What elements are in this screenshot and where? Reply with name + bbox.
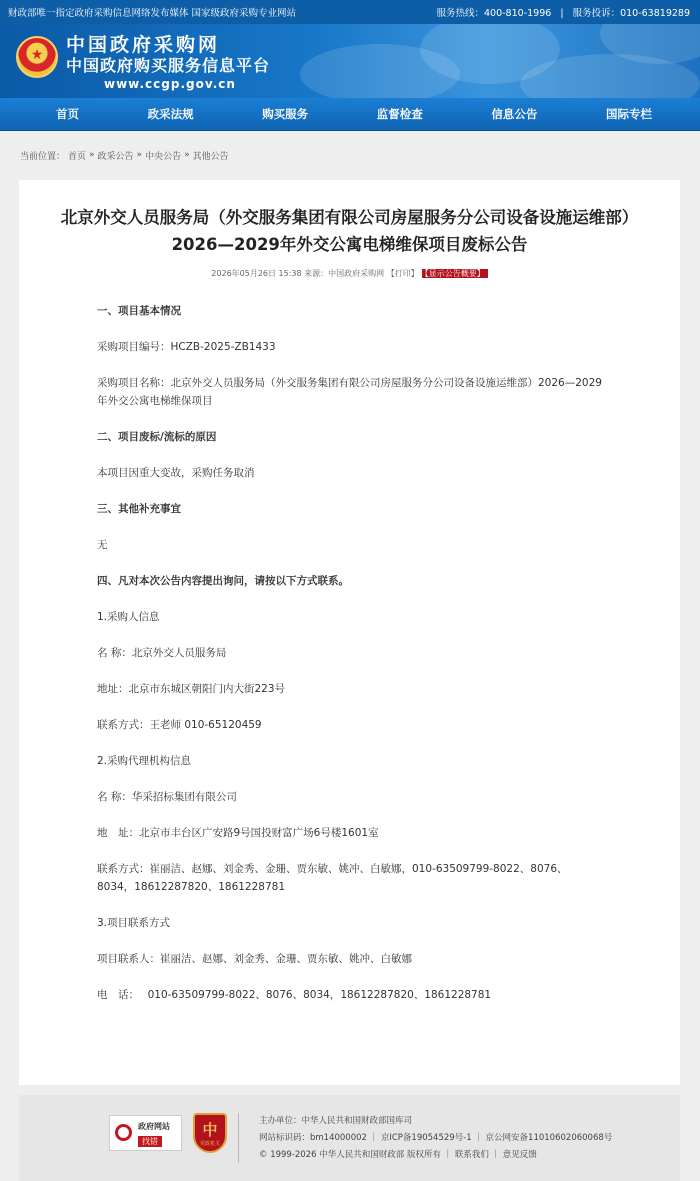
article-body [19,279,680,1004]
article-paragraph: 地 址：北京市丰台区广安路9号国投财富广场6号楼1601室 [97,827,379,839]
article-paragraph: 采购项目名称：北京外交人员服务局（外交服务集团有限公司房屋服务分公司设备设施运维部）2026—2029年外交公寓电梯维保项目 [97,377,602,407]
article-paragraph: 名 称：华采招标集团有限公司 [97,791,237,803]
article-paragraph: 联系方式：王老师 010-65120459 [97,719,262,731]
article-paragraph: 名 称：北京外交人员服务局 [97,647,227,659]
article-paragraph: 采购项目编号：HCZB-2025-ZB1433 [97,341,276,353]
service-hotline: 服务热线：400-810-1996 [436,8,552,19]
badge-caption: 党政机关 [199,1141,220,1147]
show-summary-button[interactable]: 【显示公告概要】 [422,269,488,278]
nav-supervision[interactable]: 监督检查 [376,107,423,121]
section-heading: 三、其他补充事宜 [97,503,181,515]
nav-home[interactable]: 首页 [56,107,79,121]
section-heading: 四、凡对本次公告内容提出询问，请按以下方式联系。 [97,575,349,587]
top-info-bar [0,0,700,24]
gov-site-error-badge[interactable] [109,1115,182,1151]
site-logo[interactable] [66,34,270,92]
article-paragraph: 本项目因重大变故，采购任务取消 [97,467,255,479]
nav-purchase-services[interactable]: 购买服务 [262,107,309,121]
footer-sponsor: 主办单位：中华人民共和国财政部国库司 [259,1116,413,1126]
footer-copyright: © 1999-2026 中华人民共和国财政部 版权所有 ｜ 联系我们 ｜ 意见反馈 [259,1150,537,1160]
breadcrumb-announcements[interactable]: 政采公告 [97,151,134,162]
contact-info [431,5,691,19]
nav-international[interactable]: 国际专栏 [605,107,652,121]
site-banner [0,24,700,98]
magnifier-icon [115,1124,132,1141]
section-heading: 一、项目基本情况 [97,305,181,317]
complaint-hotline: 服务投诉：010-63819289 [572,8,690,19]
breadcrumb-central[interactable]: 中央公告 [145,151,182,162]
section-heading: 二、项目废标/流标的原因 [97,431,217,443]
national-emblem-icon[interactable] [16,36,58,78]
article-paragraph: 1.采购人信息 [97,611,160,623]
nav-announcements[interactable]: 信息公告 [491,107,538,121]
article-paragraph: 电 话： 010-63509799-8022、8076、8034，18612287820、1861228781 [97,989,492,1001]
footer-divider [238,1113,239,1163]
breadcrumb-sep: » [89,150,95,160]
breadcrumb [0,131,700,179]
article-paragraph: 3.项目联系方式 [97,917,171,929]
article-paragraph: 联系方式：崔丽洁、赵娜、刘金秀、金珊、贾东敏、姚冲、白敏娜，010-63509799-8022、8076、8034，18612287820、1861228781 [97,863,568,893]
article-meta-text: 2026年05月26日 15:38 来源：中国政府采购网 【打印】 [211,269,419,278]
site-tagline: 财政部唯一指定政府采购信息网络发布媒体 国家级政府采购专业网站 [8,8,297,19]
badge-glyph: 中 [202,1121,218,1139]
article-panel [19,180,680,1085]
article-paragraph: 2.采购代理机构信息 [97,755,192,767]
badge-subtitle: 找错 [138,1136,162,1147]
site-title: 中国政府采购网 [66,34,221,56]
article-paragraph: 地址：北京市东城区朝阳门内大街223号 [97,683,286,695]
breadcrumb-prefix: 当前位置： [20,151,66,162]
breadcrumb-other[interactable]: 其他公告 [192,151,229,162]
site-url: www.ccgp.gov.cn [104,77,236,91]
footer-registration: 网站标识码：bm14000002 ｜ 京ICP备19054529号-1 ｜ 京公网安备11010602060068号 [259,1133,613,1143]
main-nav [0,98,700,131]
topbar-separator: | [560,8,564,19]
site-footer [19,1095,680,1181]
site-subtitle: 中国政府购买服务信息平台 [66,56,271,75]
article-paragraph: 无 [97,539,108,551]
party-gov-badge[interactable] [193,1113,227,1153]
article-meta [19,268,680,279]
article-title: 北京外交人员服务局（外交服务集团有限公司房屋服务分公司设备设施运维部）2026—2029年外交公寓电梯维保项目废标公告 [60,208,639,254]
breadcrumb-home[interactable]: 首页 [68,151,87,162]
nav-regulations[interactable]: 政采法规 [147,107,194,121]
footer-info [259,1113,612,1164]
breadcrumb-sep: » [136,150,143,160]
breadcrumb-sep: » [184,150,190,160]
badge-title: 政府网站 [138,1122,170,1131]
article-paragraph: 项目联系人：崔丽洁、赵娜、刘金秀、金珊、贾东敏、姚冲、白敏娜 [97,953,412,965]
